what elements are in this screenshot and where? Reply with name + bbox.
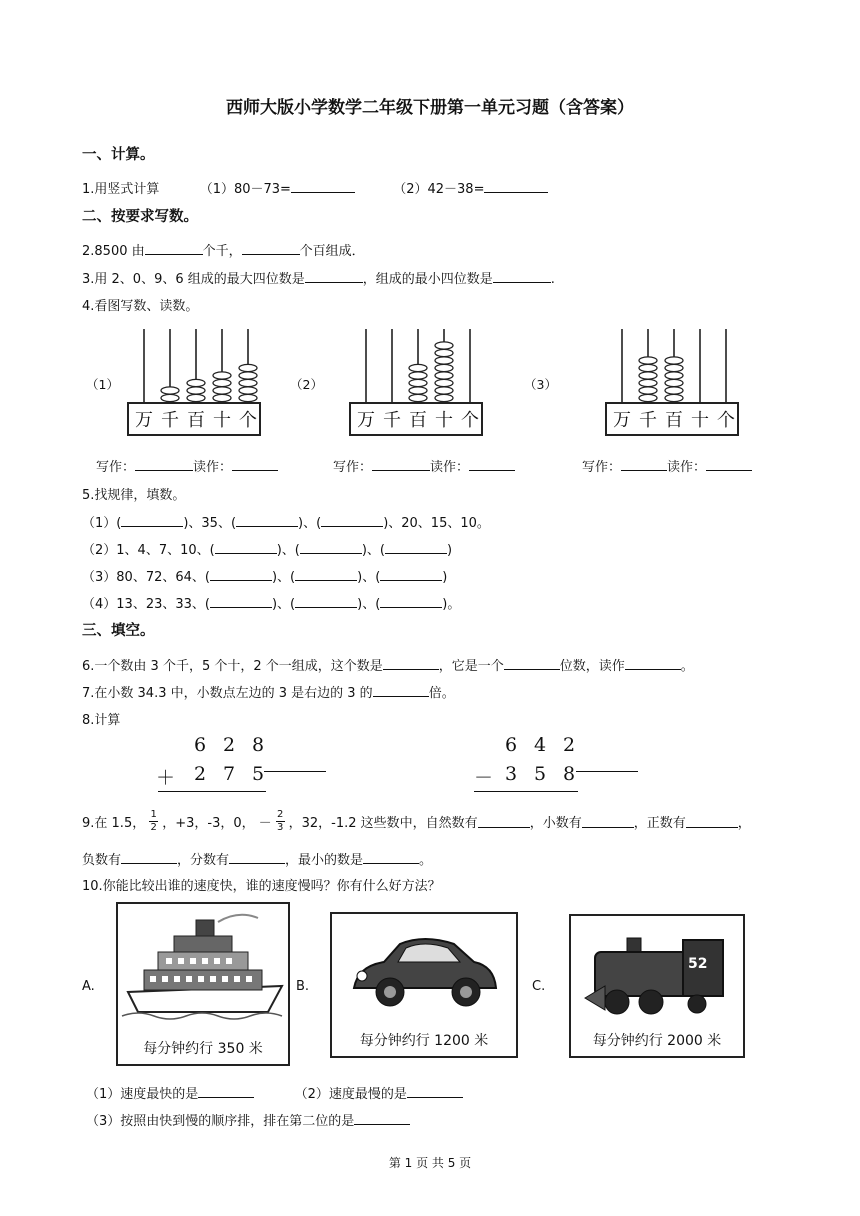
abacus-bead [639,387,657,394]
q10-sub-3 [86,1110,410,1129]
abacus-bead [435,357,453,364]
abacus-bead [435,387,453,394]
q10-text: （3）按照由快到慢的顺序排，排在第二位的是 [86,1114,355,1129]
q5-text: ) [442,570,448,585]
place-value-label: 百 [187,410,205,431]
place-value-label: 个 [239,410,257,431]
question-7 [82,682,455,701]
q5-row-3 [82,566,447,585]
abacus-bead [239,394,257,401]
digit: 8 [563,763,576,785]
q1-lead: 1.用竖式计算 [82,182,160,197]
place-value-label: 千 [639,410,657,431]
digit: 4 [534,734,547,756]
write-label: 写作： [582,460,622,475]
abacus-bead [435,372,453,379]
question-9-line-1 [82,805,751,837]
fraction-two-thirds [276,809,285,834]
speed-caption-ship: 每分钟约行 350 米 [143,1041,263,1057]
answer-blank[interactable] [232,458,278,471]
q2-text: 个千， [202,244,242,259]
q5-text: ) [447,543,453,558]
car-icon [332,922,516,1022]
answer-blank[interactable] [380,595,442,608]
answer-blank[interactable] [354,1112,410,1125]
q5-text: （1）( [82,516,122,531]
answer-blank[interactable] [210,568,272,581]
answer-blank[interactable] [576,771,638,772]
abacus-bead [639,379,657,386]
answer-blank[interactable] [372,458,430,471]
q5-text: )、( [298,516,322,531]
fraction-denominator: 3 [276,821,284,833]
q9-text: ，分数有 [177,853,230,868]
train-icon [571,924,743,1024]
answer-blank[interactable] [504,657,560,670]
answer-blank[interactable] [215,541,277,554]
abacus-bead [665,372,683,379]
question-4-lead: 4.看图写数、读数。 [82,299,199,314]
answer-blank[interactable] [363,851,419,864]
q5-row-4 [82,593,460,612]
q6-text: 。 [680,659,694,674]
q5-row-2 [82,539,452,558]
write-read-3 [582,456,752,475]
write-label: 写作： [333,460,373,475]
question-1 [82,178,548,197]
write-read-2 [333,456,515,475]
page-footer: 第 1 页 共 5 页 [388,1156,472,1170]
place-value-label: 十 [691,410,709,431]
answer-blank[interactable] [210,595,272,608]
digit: 2 [563,734,576,756]
abacus-label-3: （3） [524,377,557,392]
q9-text: 负数有 [82,853,122,868]
abacus-bead [213,394,231,401]
vehicle-card-car [330,912,518,1058]
q5-text: )、35、( [183,516,237,531]
question-9-line-2 [82,849,432,868]
place-value-label: 万 [357,410,375,431]
digit: 6 [194,734,207,756]
digit: 2 [223,734,236,756]
read-label: 读作： [667,460,707,475]
place-value-label: 千 [383,410,401,431]
answer-blank[interactable] [493,270,551,283]
digit: 7 [223,763,236,785]
abacus-bead [409,372,427,379]
answer-blank[interactable] [407,1085,463,1098]
abacus-bead [665,394,683,401]
q9-text: ，+3，-3，0， [162,815,255,831]
digit: 8 [252,734,265,756]
answer-blank[interactable] [625,657,681,670]
answer-blank[interactable] [621,458,667,471]
answer-blank[interactable] [383,657,439,670]
q5-text: )、( [276,543,300,558]
question-8-lead: 8.计算 [82,713,121,728]
q9-text: 9.在 1.5， [82,815,146,831]
answer-blank[interactable] [264,771,326,772]
section-heading-calc: 一、计算。 [82,147,155,163]
operator: － [474,767,494,789]
abacus-bead [639,364,657,371]
page-title: 西师大版小学数学二年级下册第一单元习题（含答案） [226,98,634,118]
abacus-bead [435,379,453,386]
abacus-bead [409,394,427,401]
abacus-bead [187,394,205,401]
place-value-label: 个 [717,410,735,431]
answer-blank[interactable] [121,514,183,527]
q10-text: （2）速度最慢的是 [294,1087,407,1102]
abacus-bead [409,379,427,386]
q10-text: （1）速度最快的是 [86,1087,199,1102]
answer-blank[interactable] [469,458,515,471]
digit: 5 [252,763,265,785]
answer-blank[interactable] [478,815,530,828]
abacus-bead [665,357,683,364]
digit: 5 [534,763,547,785]
speed-caption-car: 每分钟约行 1200 米 [359,1033,489,1049]
abacus-bead [435,394,453,401]
abacus-bead [435,364,453,371]
abacus-bead [187,387,205,394]
question-3 [82,268,555,287]
fraction-one-half [149,809,158,834]
write-label: 写作： [96,460,136,475]
answer-blank[interactable] [686,815,738,828]
abacus-bead [239,379,257,386]
minus-sign: － [258,815,272,831]
abacus-bead [435,349,453,356]
abacus-bead [239,372,257,379]
q9-text: ， [737,815,751,831]
q5-text: （2）1、4、7、10、( [82,543,215,558]
place-value-label: 万 [613,410,631,431]
q9-text: ，32，-1.2 这些数中，自然数有 [288,815,478,831]
question-6 [82,655,694,674]
q5-text: )、( [271,597,296,612]
operator: ＋ [156,767,176,789]
section-heading-write-numbers: 二、按要求写数。 [82,209,198,225]
abacus-bead [409,387,427,394]
abacus-bead [161,394,179,401]
place-value-label: 千 [161,410,179,431]
section-heading-fill: 三、填空。 [82,623,155,639]
abacus-figure-1 [124,325,264,443]
abacus-label-2: （2） [290,377,323,392]
abacus-bead [665,364,683,371]
abacus-figure-2 [346,325,486,443]
abacus-bead [213,372,231,379]
abacus-bead [161,387,179,394]
write-read-1 [96,456,278,475]
answer-blank[interactable] [295,595,357,608]
abacus-bead [639,357,657,364]
q6-text: 位数，读作 [559,659,625,674]
answer-blank[interactable] [706,458,752,471]
answer-blank[interactable] [121,851,177,864]
abacus-label-1: （1） [86,377,119,392]
abacus-bead [239,387,257,394]
q5-text: )、( [361,543,386,558]
answer-blank[interactable] [295,568,357,581]
answer-blank[interactable] [229,851,285,864]
place-value-label: 十 [213,410,231,431]
q7-text: 倍。 [428,686,455,701]
answer-blank[interactable] [291,180,355,193]
place-value-label: 万 [135,410,153,431]
q3-text: ，组成的最小四位数是 [362,272,493,287]
q5-text: （3）80、72、64、( [82,570,210,585]
q5-text: （4）13、23、33、( [82,597,210,612]
question-10-lead: 10.你能比较出谁的速度快，谁的速度慢吗？你有什么好方法？ [82,879,441,894]
abacus-bead [409,364,427,371]
abacus-figure-3 [602,325,742,443]
answer-blank[interactable] [242,242,300,255]
place-value-label: 百 [665,410,683,431]
q9-text: 。 [419,853,433,868]
abacus-bead [213,379,231,386]
q3-text: . [550,272,555,287]
answer-blank[interactable] [380,568,442,581]
abacus-bead [665,379,683,386]
card-letter-c: C. [532,979,546,994]
question-2 [82,240,365,259]
q5-text: )、( [357,570,381,585]
abacus-bead [213,387,231,394]
sum-line [158,791,266,792]
digit: 2 [194,763,207,785]
answer-blank[interactable] [305,270,363,283]
q9-text: ，小数有 [529,815,582,831]
q10-sub-1 [86,1083,463,1102]
question-5-lead: 5.找规律，填数。 [82,488,186,503]
q2-text: 个百组成． [299,244,365,259]
abacus-bead [665,387,683,394]
q7-text: 7.在小数 34.3 中，小数点左边的 3 是右边的 3 的 [82,686,373,701]
place-value-label: 个 [461,410,479,431]
answer-blank[interactable] [321,514,383,527]
q1-a: （1）80－73= [199,182,291,197]
vehicle-card-train [569,914,745,1058]
digit: 6 [505,734,518,756]
q3-text: 3.用 2、0、9、6 组成的最大四位数是 [82,272,305,287]
locomotive-number: 52 [688,956,708,972]
q6-text: 6.一个数由 3 个千，5 个十，2 个一组成，这个数是 [82,659,383,674]
card-letter-a: A. [82,979,95,994]
answer-blank[interactable] [135,458,193,471]
answer-blank[interactable] [198,1085,254,1098]
answer-blank[interactable] [385,541,447,554]
vehicle-card-ship [116,902,290,1066]
answer-blank[interactable] [236,514,298,527]
digit: 3 [505,763,518,785]
place-value-label: 十 [435,410,453,431]
q5-row-1 [82,512,490,531]
answer-blank[interactable] [373,684,429,697]
q9-text: ，正数有 [633,815,686,831]
read-label: 读作： [193,460,233,475]
fraction-denominator: 2 [150,821,157,833]
abacus-bead [239,364,257,371]
answer-blank[interactable] [484,180,548,193]
answer-blank[interactable] [145,242,203,255]
abacus-bead [187,379,205,386]
answer-blank[interactable] [300,541,362,554]
place-value-label: 百 [409,410,427,431]
q5-text: )。 [442,597,461,612]
speed-caption-train: 每分钟约行 2000 米 [592,1033,722,1049]
answer-blank[interactable] [582,815,634,828]
ship-icon [118,908,288,1026]
read-label: 读作： [430,460,470,475]
q9-text: ，最小的数是 [285,853,364,868]
q5-text: )、( [271,570,296,585]
q2-text: 2.8500 由 [82,244,145,259]
fraction-numerator: 1 [150,808,157,820]
q6-text: ，它是一个 [438,659,504,674]
abacus-bead [639,394,657,401]
q5-text: )、( [357,597,381,612]
difference-line [474,791,578,792]
card-letter-b: B. [296,979,310,994]
abacus-bead [639,372,657,379]
q1-b: （2）42－38= [393,182,485,197]
fraction-numerator: 2 [276,808,284,820]
abacus-bead [435,342,453,349]
q5-text: )、20、15、10。 [383,516,490,531]
